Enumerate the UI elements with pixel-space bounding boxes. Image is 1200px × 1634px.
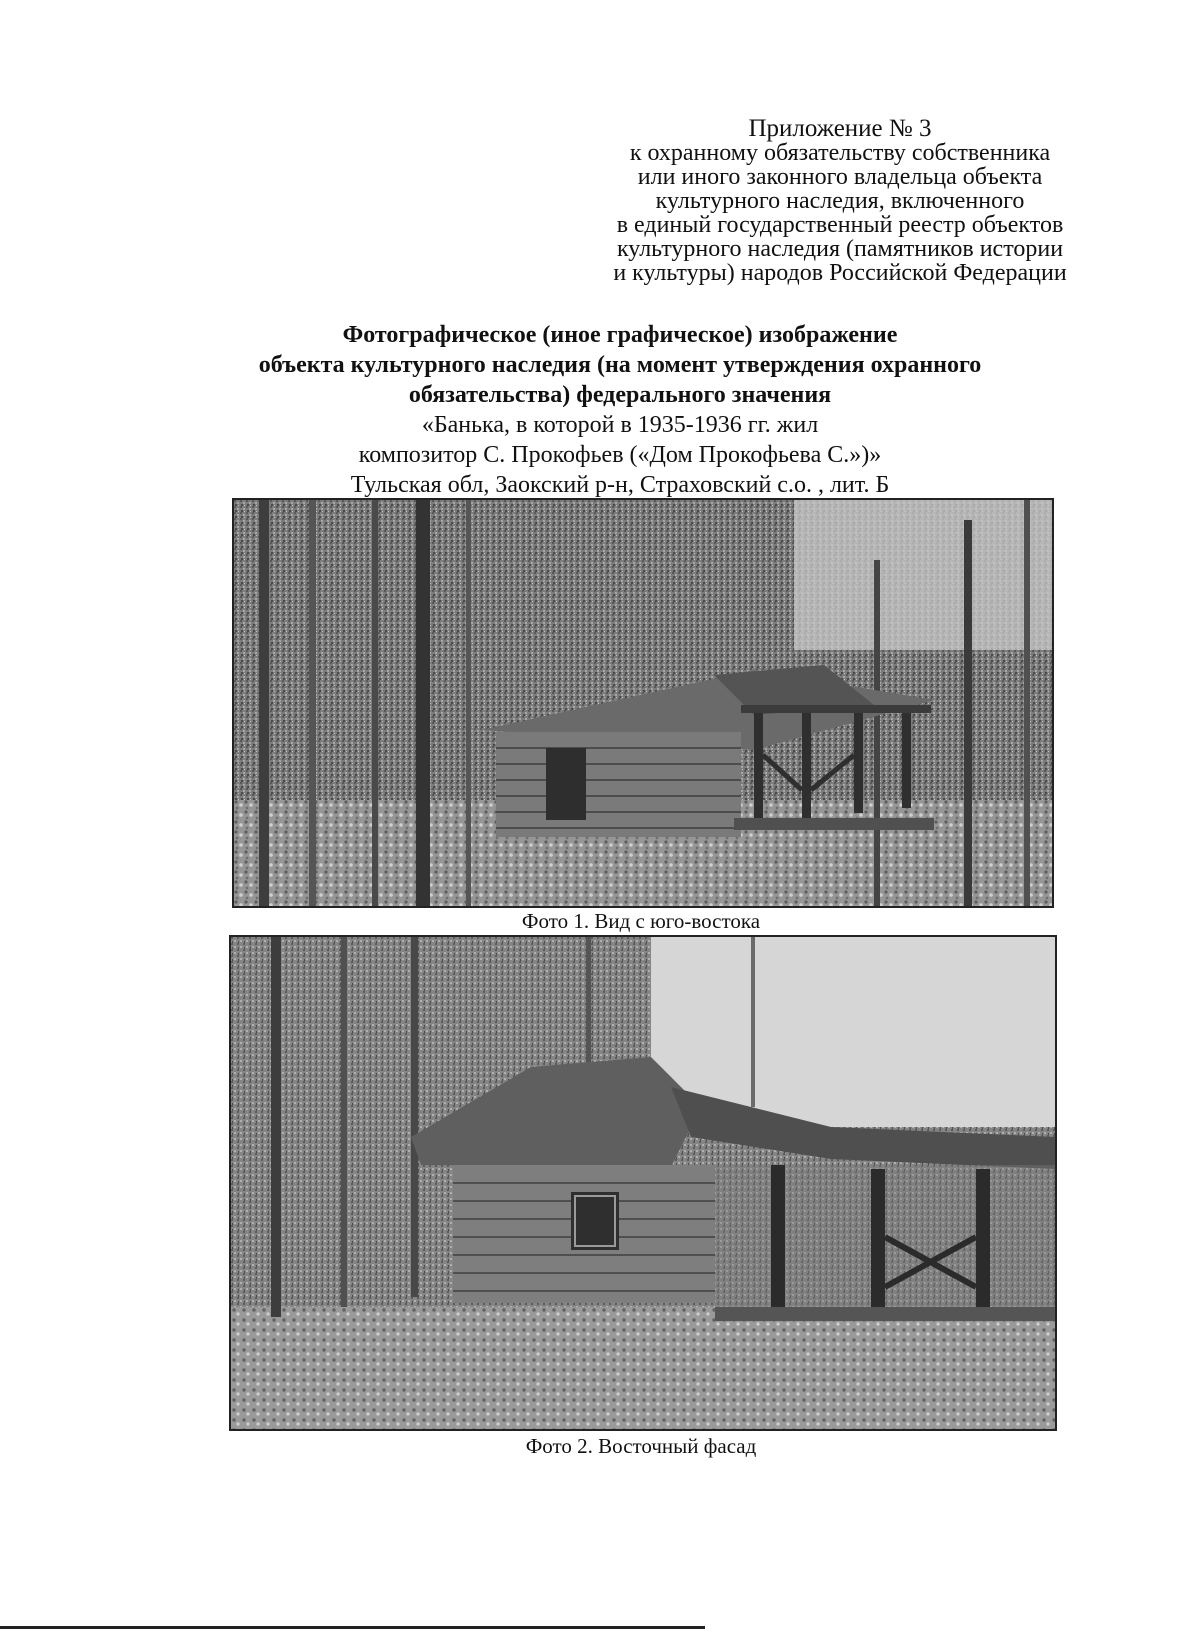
appendix-text-line: в единый государственный реестр объектов <box>616 212 1064 238</box>
heading-title-line: обязательства) федерального значения <box>408 382 832 408</box>
photo-1-caption: Фото 1. Вид с юго-востока <box>521 909 761 933</box>
heading-title-line: Фотографическое (иное графическое) изображение <box>342 322 898 348</box>
appendix-text-line: культурного наследия, включенного <box>655 188 1025 214</box>
object-name-line: композитор С. Прокофьев («Дом Прокофьева С.»)» <box>358 442 882 468</box>
appendix-number: Приложение № 3 <box>748 115 932 142</box>
appendix-header <box>570 116 1110 285</box>
heading-title-line: объекта культурного наследия (на момент утверждения охранного <box>258 352 982 378</box>
object-address-line: Тульская обл, Заокский р-н, Страховский с.о. , лит. Б <box>350 472 890 498</box>
photo-east-facade <box>229 935 1057 1431</box>
scan-edge-line <box>0 1626 705 1629</box>
appendix-text-line: и культуры) народов Российской Федерации <box>613 260 1067 286</box>
photo-2-image <box>231 937 1055 1429</box>
appendix-text-line: или иного законного владельца объекта <box>637 164 1043 190</box>
appendix-text-line: к охранному обязательству собственника <box>629 140 1051 166</box>
photo-southeast-view <box>232 498 1054 908</box>
photo-2-caption: Фото 2. Восточный фасад <box>525 1434 757 1458</box>
photo-1-image <box>234 500 1052 906</box>
document-heading <box>150 320 1090 500</box>
object-name-line: «Банька, в которой в 1935-1936 гг. жил <box>421 412 819 438</box>
appendix-text-line: культурного наследия (памятников истории <box>616 236 1064 262</box>
